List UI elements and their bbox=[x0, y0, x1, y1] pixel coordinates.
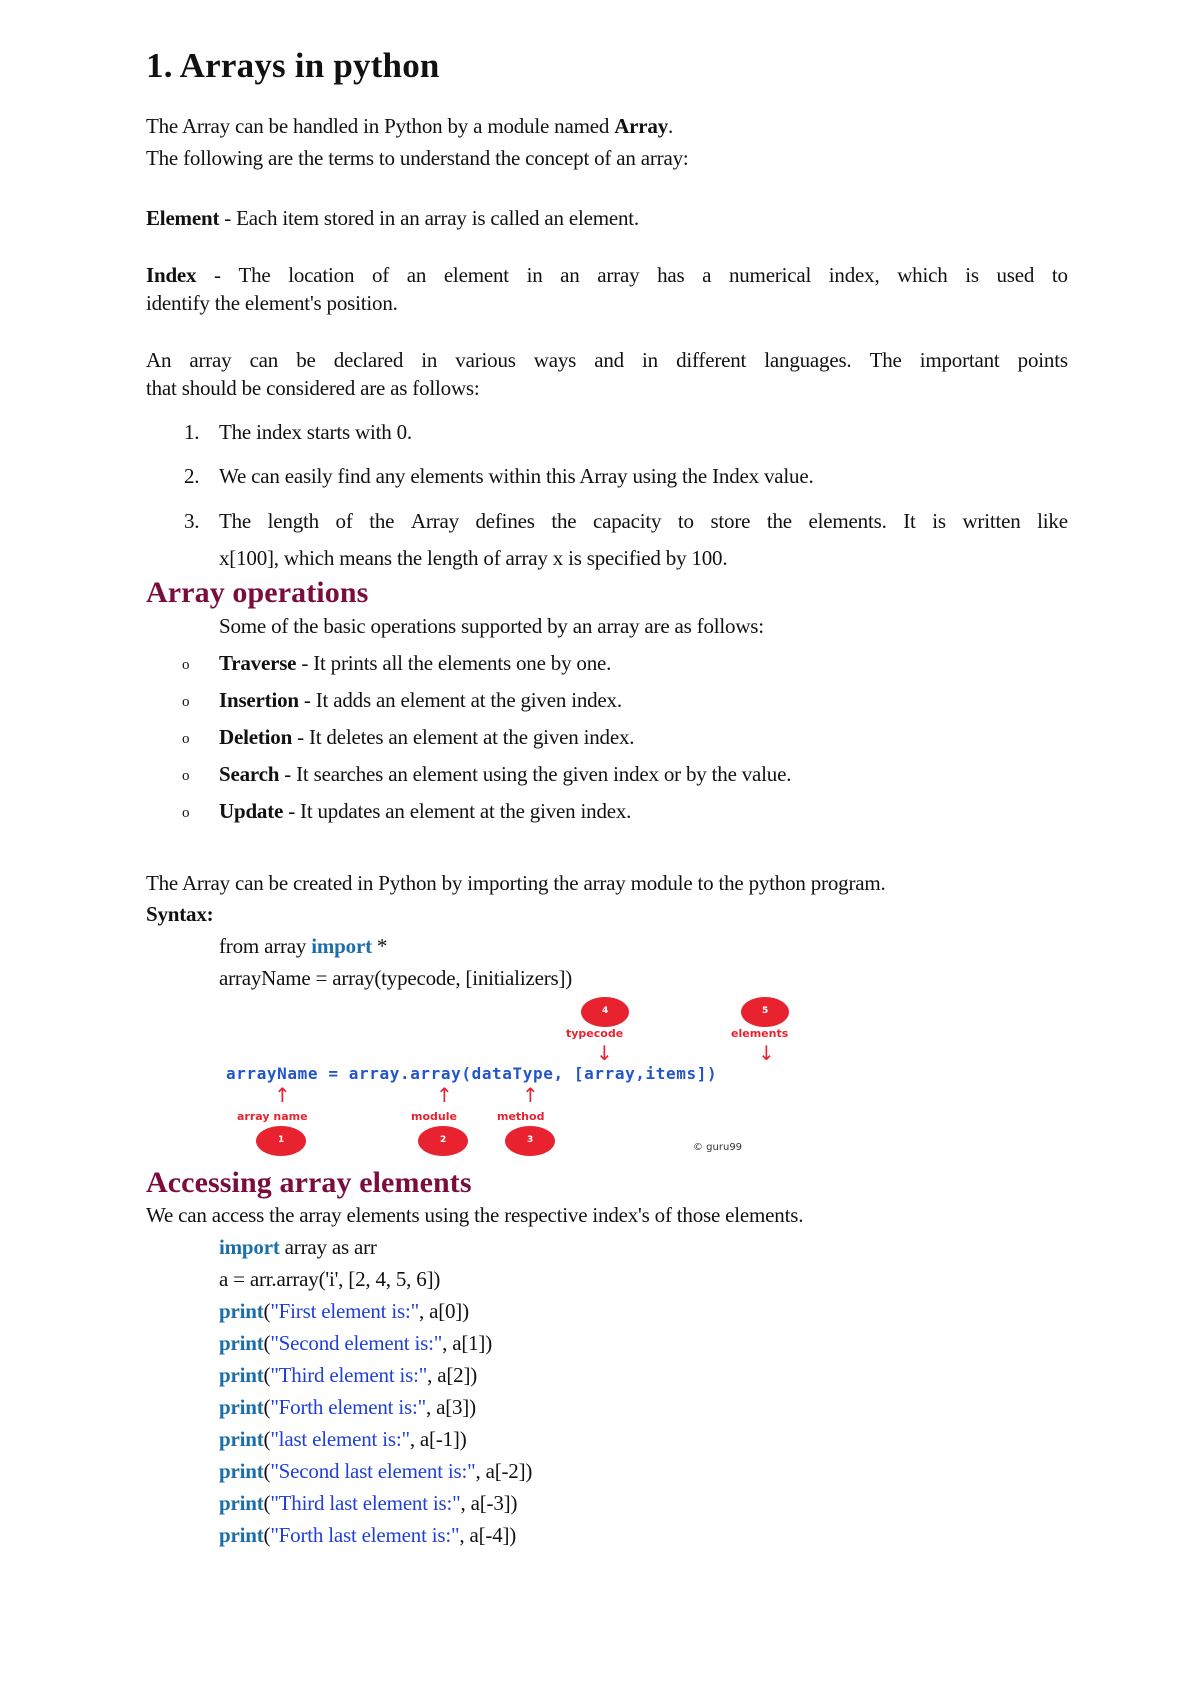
justified-word: declared bbox=[333, 348, 404, 372]
callout-number: 3 bbox=[527, 1135, 534, 1145]
string-literal: "Second element is:" bbox=[270, 1331, 443, 1355]
print-args: , a[1]) bbox=[442, 1331, 492, 1355]
print-keyword: print bbox=[219, 1427, 264, 1451]
justified-word: to bbox=[677, 509, 694, 533]
index-definition-line-2: identify the element's position. bbox=[146, 291, 398, 315]
arrow-up-icon: ↑ bbox=[274, 1083, 291, 1107]
print-args: , a[0]) bbox=[418, 1299, 469, 1323]
callout-number: 2 bbox=[440, 1135, 447, 1145]
justified-word: important bbox=[919, 348, 1000, 372]
justified-word: - bbox=[214, 263, 221, 287]
string-literal: "First element is:" bbox=[270, 1299, 419, 1323]
justified-word: has bbox=[657, 263, 685, 287]
justified-word: like bbox=[1037, 509, 1068, 533]
operation-term: Update bbox=[219, 799, 284, 823]
operation-term: Search bbox=[219, 762, 280, 786]
print-args: , a[-1]) bbox=[409, 1427, 467, 1451]
print-keyword: print bbox=[219, 1299, 264, 1323]
justified-word: length bbox=[267, 509, 319, 533]
string-literal: "last element is:" bbox=[270, 1427, 410, 1451]
operation-description: - It adds an element at the given index. bbox=[298, 688, 622, 712]
index-term: Index bbox=[146, 263, 197, 287]
intro-line-2: The following are the terms to understand the concept of an array: bbox=[146, 146, 689, 170]
code-print-line bbox=[219, 1363, 477, 1388]
justified-word: various bbox=[455, 348, 516, 372]
syntax-code-line-2: arrayName = array(typecode, [initializers]) bbox=[219, 966, 573, 990]
justified-word: location bbox=[288, 263, 355, 287]
justified-word: written bbox=[962, 509, 1021, 533]
point-text bbox=[219, 509, 1068, 534]
print-keyword: print bbox=[219, 1363, 264, 1387]
index-definition-line-1 bbox=[146, 263, 1068, 288]
callout-label-elements: elements bbox=[731, 1027, 789, 1040]
operation-item bbox=[219, 688, 622, 713]
operation-description: - It updates an element at the given index. bbox=[283, 799, 632, 823]
justified-word: is bbox=[965, 263, 979, 287]
callout-number: 5 bbox=[762, 1006, 769, 1016]
justified-word: capacity bbox=[592, 509, 662, 533]
code-import-line: import array as arr bbox=[219, 1235, 377, 1259]
operation-description: - It deletes an element at the given index. bbox=[292, 725, 635, 749]
callout-number: 4 bbox=[602, 1006, 609, 1016]
callout-label-method: method bbox=[497, 1110, 545, 1123]
callout-label-array-name: array name bbox=[237, 1110, 308, 1123]
point-text: We can easily find any elements within this Array using the Index value. bbox=[219, 464, 814, 488]
callout-label-typecode: typecode bbox=[566, 1027, 624, 1040]
point-number: 2. bbox=[184, 464, 200, 488]
string-literal: "Third last element is:" bbox=[270, 1491, 461, 1515]
paren: ( bbox=[263, 1523, 271, 1547]
justified-word: an bbox=[560, 263, 580, 287]
justified-word: in bbox=[526, 263, 543, 287]
print-keyword: print bbox=[219, 1523, 264, 1547]
print-args: , a[2]) bbox=[427, 1363, 478, 1387]
point-number: 1. bbox=[184, 420, 200, 444]
point-text-continued: x[100], which means the length of array x is specified by 100. bbox=[219, 546, 728, 570]
string-literal: "Second last element is:" bbox=[270, 1459, 476, 1483]
operation-item bbox=[219, 762, 791, 787]
justified-word: a bbox=[702, 263, 712, 287]
code-print-line bbox=[219, 1459, 532, 1484]
operation-item bbox=[219, 799, 631, 824]
array-module-name: Array bbox=[614, 114, 668, 138]
diagram-code-line: arrayName = array.array(dataType, [array,items]) bbox=[226, 1064, 718, 1083]
bullet-icon: o bbox=[182, 768, 190, 784]
arrow-up-icon: ↑ bbox=[436, 1083, 453, 1107]
callout-number: 1 bbox=[278, 1135, 285, 1145]
justified-word: elements. bbox=[808, 509, 887, 533]
justified-word: An bbox=[146, 348, 172, 372]
justified-word: of bbox=[335, 509, 353, 533]
declaration-line-1 bbox=[146, 348, 1068, 373]
paren: ( bbox=[263, 1331, 271, 1355]
operation-item bbox=[219, 651, 611, 676]
justified-word: the bbox=[766, 509, 792, 533]
justified-word: array bbox=[189, 348, 232, 372]
justified-word: in bbox=[642, 348, 658, 372]
creation-text: The Array can be created in Python by importing the array module to the python program. bbox=[146, 871, 886, 895]
justified-word: be bbox=[296, 348, 316, 372]
operation-term: Deletion bbox=[219, 725, 293, 749]
string-literal: "Forth last element is:" bbox=[270, 1523, 460, 1547]
operation-item bbox=[219, 725, 634, 750]
justified-word: numerical bbox=[728, 263, 812, 287]
justified-word: languages. bbox=[764, 348, 852, 372]
operation-term: Insertion bbox=[219, 688, 299, 712]
justified-word: index, bbox=[828, 263, 880, 287]
paren: ( bbox=[263, 1427, 271, 1451]
justified-word: in bbox=[421, 348, 438, 372]
code-print-line bbox=[219, 1299, 469, 1324]
justified-word: The bbox=[219, 509, 252, 533]
justified-word: The bbox=[869, 348, 902, 372]
operations-intro: Some of the basic operations supported by an array are as follows: bbox=[219, 614, 764, 638]
section-heading-accessing: Accessing array elements bbox=[146, 1166, 472, 1199]
justified-word: used bbox=[996, 263, 1035, 287]
print-keyword: print bbox=[219, 1331, 264, 1355]
intro-line-1: The Array can be handled in Python by a module named Array. bbox=[146, 114, 674, 138]
justified-word: different bbox=[676, 348, 747, 372]
justified-word: is bbox=[932, 509, 946, 533]
print-args: , a[3]) bbox=[425, 1395, 476, 1419]
justified-word: an bbox=[406, 263, 427, 287]
paren: ( bbox=[263, 1299, 271, 1323]
print-args: , a[-4]) bbox=[459, 1523, 517, 1547]
justified-word: It bbox=[903, 509, 916, 533]
declaration-line-2: that should be considered are as follows: bbox=[146, 376, 480, 400]
justified-word: The bbox=[238, 263, 271, 287]
paren: ( bbox=[263, 1395, 271, 1419]
justified-word: store bbox=[710, 509, 751, 533]
bullet-icon: o bbox=[182, 657, 190, 673]
justified-word: and bbox=[594, 348, 624, 372]
justified-word: can bbox=[249, 348, 279, 372]
code-assign-line: a = arr.array('i', [2, 4, 5, 6]) bbox=[219, 1267, 441, 1291]
paren: ( bbox=[263, 1363, 271, 1387]
print-args: , a[-3]) bbox=[460, 1491, 518, 1515]
syntax-label: Syntax: bbox=[146, 902, 214, 926]
paren: ( bbox=[263, 1459, 271, 1483]
paren: ( bbox=[263, 1491, 271, 1515]
string-literal: "Third element is:" bbox=[270, 1363, 428, 1387]
justified-word: which bbox=[897, 263, 948, 287]
code-print-line bbox=[219, 1491, 517, 1516]
operation-term: Traverse bbox=[219, 651, 297, 675]
justified-word: to bbox=[1051, 263, 1068, 287]
section-heading-operations: Array operations bbox=[146, 576, 369, 609]
code-print-line bbox=[219, 1395, 476, 1420]
operation-description: - It searches an element using the given index or by the value. bbox=[279, 762, 792, 786]
justified-word: element bbox=[443, 263, 509, 287]
syntax-code-line-1: from array import * bbox=[219, 934, 388, 958]
print-keyword: print bbox=[219, 1395, 264, 1419]
justified-word: Array bbox=[410, 509, 459, 533]
code-print-line bbox=[219, 1427, 467, 1452]
bullet-icon: o bbox=[182, 694, 190, 710]
point-text: The index starts with 0. bbox=[219, 420, 412, 444]
code-print-line bbox=[219, 1331, 492, 1356]
bullet-icon: o bbox=[182, 731, 190, 747]
element-definition: Element - Each item stored in an array is called an element. bbox=[146, 206, 639, 230]
justified-word: points bbox=[1017, 348, 1068, 372]
arrow-down-icon: ↓ bbox=[758, 1041, 775, 1065]
string-literal: "Forth element is:" bbox=[270, 1395, 426, 1419]
justified-word: the bbox=[369, 509, 395, 533]
print-keyword: print bbox=[219, 1459, 264, 1483]
arrow-up-icon: ↑ bbox=[522, 1083, 539, 1107]
arrow-down-icon: ↓ bbox=[596, 1041, 613, 1065]
bullet-icon: o bbox=[182, 805, 190, 821]
print-keyword: print bbox=[219, 1491, 264, 1515]
page-title: 1. Arrays in python bbox=[146, 46, 440, 85]
callout-label-module: module bbox=[411, 1110, 457, 1123]
element-term: Element bbox=[146, 206, 220, 230]
accessing-intro: We can access the array elements using the respective index's of those elements. bbox=[146, 1203, 804, 1227]
print-args: , a[-2]) bbox=[475, 1459, 533, 1483]
operation-description: - It prints all the elements one by one. bbox=[296, 651, 612, 675]
justified-word: of bbox=[371, 263, 390, 287]
code-print-line bbox=[219, 1523, 516, 1548]
justified-word: defines bbox=[475, 509, 535, 533]
justified-word: the bbox=[551, 509, 577, 533]
justified-word: array bbox=[597, 263, 640, 287]
diagram-copyright: © guru99 bbox=[693, 1142, 743, 1153]
justified-word: ways bbox=[533, 348, 577, 372]
point-number: 3. bbox=[184, 509, 200, 533]
